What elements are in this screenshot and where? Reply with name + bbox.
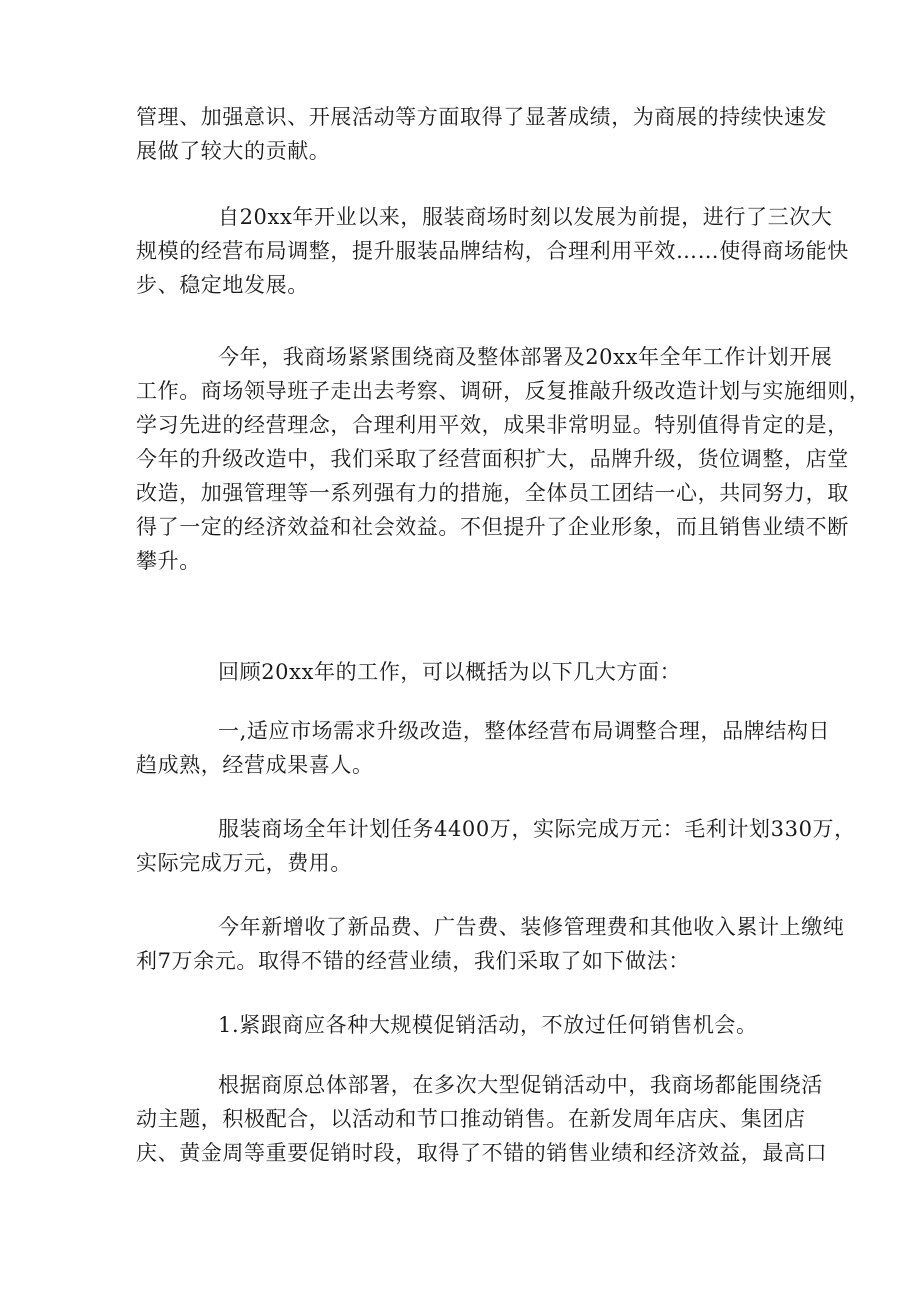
paragraph-5 — [136, 714, 831, 782]
text-line: 步、稳定地发展。 — [136, 273, 309, 297]
text-line: 攀升。 — [136, 549, 201, 573]
paragraph-2 — [136, 200, 849, 302]
text-line: 利7万余元。取得不错的经营业绩，我们采取了如下做法： — [136, 949, 690, 973]
paragraph-9 — [136, 1068, 828, 1170]
paragraph-4 — [136, 655, 796, 689]
paragraph-1 — [136, 100, 828, 168]
paragraph-3 — [136, 340, 871, 578]
text-line: 学习先进的经营理念，合理利用平效，成果非常明显。特别值得肯定的是， — [136, 413, 849, 437]
text-line: 今年的升级改造中，我们采取了经营面积扩大，品牌升级，货位调整，店堂 — [136, 447, 849, 471]
text-line: 庆、黄金周等重要促销时段，取得了不错的销售业绩和经济效益，最高口 — [136, 1141, 828, 1165]
text-line: 服装商场全年计划任务4400万，实际完成万元：毛利计划330万， — [218, 817, 856, 841]
text-line: 自20xx年开业以来，服装商场时刻以发展为前提，进行了三次大 — [218, 205, 833, 229]
text-line: 规模的经营布局调整，提升服装品牌结构，合理利用平效……使得商场能快 — [136, 239, 849, 263]
text-line: 展做了较大的贡献。 — [136, 139, 331, 163]
text-line: 一,适应市场需求升级改造，整体经营布局调整合理，品牌结构日 — [218, 719, 831, 743]
text-line: 得了一定的经济效益和社会效益。不但提升了企业形象，而且销售业绩不断 — [136, 515, 849, 539]
paragraph-7 — [136, 910, 845, 978]
text-line: 回顾20xx年的工作，可以概括为以下几大方面： — [218, 660, 682, 684]
paragraph-8 — [136, 1008, 796, 1042]
text-line: 管理、加强意识、开展活动等方面取得了显著成绩，为商展的持续快速发 — [136, 105, 828, 129]
text-line: 工作。商场领导班子走出去考察、调研，反复推敲升级改造计划与实施细则， — [136, 379, 871, 403]
text-line: 动主题，积极配合，以活动和节口推动销售。在新发周年店庆、集团店 — [136, 1107, 806, 1131]
text-line: 趋成熟，经营成果喜人。 — [136, 753, 374, 777]
text-line: 根据商原总体部署，在多次大型促销活动中，我商场都能围绕活 — [218, 1073, 823, 1097]
text-line: 今年新增收了新品费、广告费、装修管理费和其他收入累计上缴纯 — [218, 915, 845, 939]
text-line: 实际完成万元，费用。 — [136, 851, 352, 875]
text-line: 1.紧跟商应各种大规模促销活动，不放过任何销售机会。 — [218, 1013, 758, 1037]
text-line: 今年，我商场紧紧围绕商及整体部署及20xx年全年工作计划开展 — [218, 345, 833, 369]
paragraph-6 — [136, 812, 856, 880]
text-line: 改造，加强管理等一系列强有力的措施，全体员工团结一心，共同努力，取 — [136, 481, 849, 505]
